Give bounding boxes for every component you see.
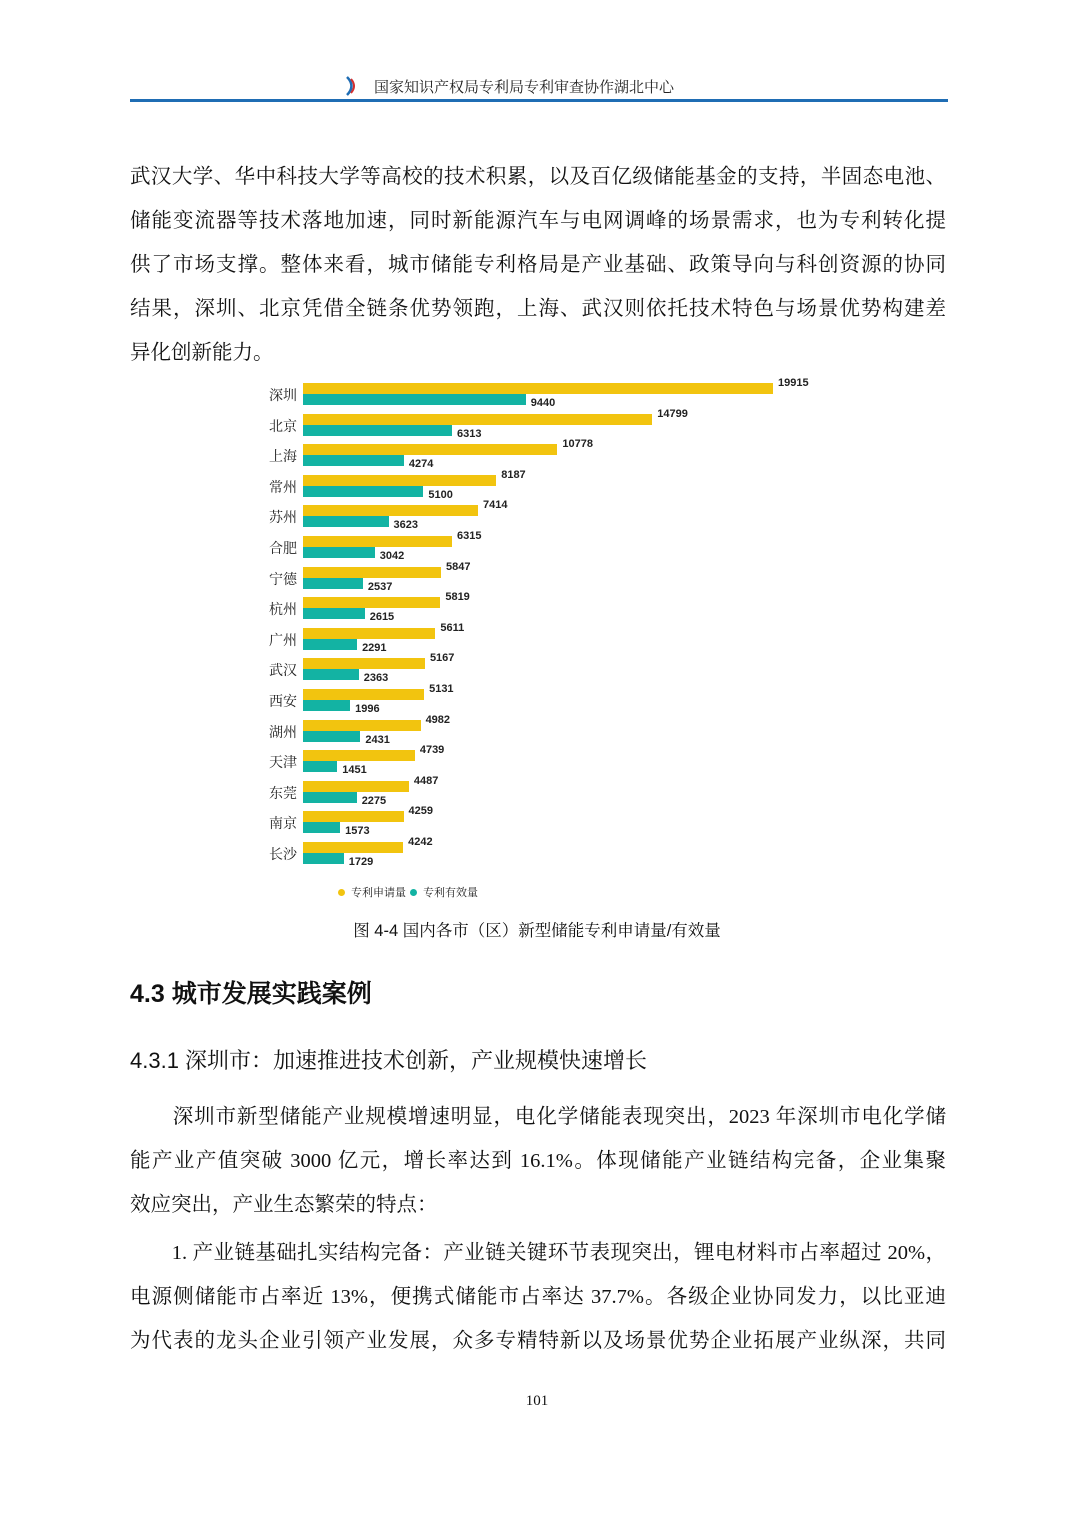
bar-applications bbox=[303, 689, 424, 700]
data-label: 5100 bbox=[428, 489, 452, 501]
bar-applications bbox=[303, 781, 409, 792]
bar-valid bbox=[303, 516, 389, 527]
data-label: 3623 bbox=[394, 519, 418, 531]
data-label: 8187 bbox=[501, 469, 525, 481]
bar-applications bbox=[303, 811, 404, 822]
bar-valid bbox=[303, 822, 340, 833]
bar-valid bbox=[303, 853, 344, 864]
bar-applications bbox=[303, 658, 425, 669]
category-label: 合肥 bbox=[250, 538, 297, 558]
category-label: 常州 bbox=[250, 477, 297, 497]
data-label: 6313 bbox=[457, 428, 481, 440]
category-label: 宁德 bbox=[250, 569, 297, 589]
bar-applications bbox=[303, 444, 557, 455]
category-label: 东莞 bbox=[250, 783, 297, 803]
category-label: 广州 bbox=[250, 630, 297, 650]
bar-valid bbox=[303, 669, 359, 680]
bar-applications bbox=[303, 536, 452, 547]
header-title: 国家知识产权局专利局专利审查协作湖北中心 bbox=[374, 76, 674, 97]
data-label: 3042 bbox=[380, 550, 404, 562]
bar-valid bbox=[303, 761, 337, 772]
data-label: 5131 bbox=[429, 683, 453, 695]
bar-valid bbox=[303, 547, 375, 558]
text-line: 供了市场支撑。整体来看，城市储能专利格局是产业基础、政策导向与科创资源的协同 bbox=[130, 243, 946, 287]
text-line: 深圳市新型储能产业规模增速明显，电化学储能表现突出，2023 年深圳市电化学储 bbox=[130, 1095, 946, 1139]
data-label: 7414 bbox=[483, 499, 507, 511]
bar-valid bbox=[303, 731, 360, 742]
data-label: 4487 bbox=[414, 775, 438, 787]
bar-applications bbox=[303, 750, 415, 761]
data-label: 2291 bbox=[362, 642, 386, 654]
data-label: 4982 bbox=[426, 714, 450, 726]
data-label: 4274 bbox=[409, 458, 433, 470]
bar-valid bbox=[303, 608, 365, 619]
data-label: 2275 bbox=[362, 795, 386, 807]
data-label: 14799 bbox=[657, 408, 688, 420]
category-label: 长沙 bbox=[250, 844, 297, 864]
bar-valid bbox=[303, 455, 404, 466]
bar-applications bbox=[303, 628, 435, 639]
bar-valid bbox=[303, 425, 452, 436]
paragraph-2 bbox=[130, 1095, 946, 1227]
category-label: 天津 bbox=[250, 752, 297, 772]
text-line: 电源侧储能市占率近 13%，便携式储能市占率达 37.7%。各级企业协同发力，以比亚迪 bbox=[130, 1275, 946, 1319]
text-line: 结果，深圳、北京凭借全链条优势领跑，上海、武汉则依托技术特色与场景优势构建差 bbox=[130, 287, 946, 331]
bar-valid bbox=[303, 394, 526, 405]
text-line: 储能变流器等技术落地加速，同时新能源汽车与电网调峰的场景需求，也为专利转化提 bbox=[130, 199, 946, 243]
page-number: 101 bbox=[0, 1393, 1074, 1410]
data-label: 5167 bbox=[430, 652, 454, 664]
text-line: 武汉大学、华中科技大学等高校的技术积累，以及百亿级储能基金的支持，半固态电池、 bbox=[130, 155, 946, 199]
category-label: 南京 bbox=[250, 813, 297, 833]
bar-applications bbox=[303, 567, 441, 578]
data-label: 1729 bbox=[349, 856, 373, 868]
data-label: 5819 bbox=[445, 591, 469, 603]
data-label: 1451 bbox=[342, 764, 366, 776]
data-label: 2537 bbox=[368, 581, 392, 593]
data-label: 5847 bbox=[446, 561, 470, 573]
patent-bar-chart bbox=[250, 378, 850, 908]
category-label: 苏州 bbox=[250, 507, 297, 527]
legend-label-valid: 专利有效量 bbox=[423, 884, 478, 900]
paragraph-1 bbox=[130, 155, 946, 375]
page-header bbox=[130, 74, 948, 102]
bar-valid bbox=[303, 700, 350, 711]
bar-applications bbox=[303, 414, 652, 425]
data-label: 2431 bbox=[365, 734, 389, 746]
bar-valid bbox=[303, 578, 363, 589]
text-line: 1. 产业链基础扎实结构完备：产业链关键环节表现突出，锂电材料市占率超过 20%， bbox=[130, 1231, 946, 1275]
data-label: 19915 bbox=[778, 377, 809, 389]
data-label: 4242 bbox=[408, 836, 432, 848]
data-label: 2363 bbox=[364, 672, 388, 684]
text-line: 为代表的龙头企业引领产业发展，众多专精特新以及场景优势企业拓展产业纵深，共同 bbox=[130, 1319, 946, 1363]
data-label: 2615 bbox=[370, 611, 394, 623]
category-label: 武汉 bbox=[250, 660, 297, 680]
category-label: 西安 bbox=[250, 691, 297, 711]
bar-applications bbox=[303, 475, 496, 486]
bar-applications bbox=[303, 505, 478, 516]
category-label: 上海 bbox=[250, 446, 297, 466]
logo-icon bbox=[344, 76, 358, 96]
data-label: 5611 bbox=[440, 622, 464, 634]
section-heading: 4.3 城市发展实践案例 bbox=[130, 974, 372, 1010]
data-label: 4259 bbox=[409, 805, 433, 817]
data-label: 10778 bbox=[562, 438, 593, 450]
legend-label-applications: 专利申请量 bbox=[351, 884, 406, 900]
data-label: 6315 bbox=[457, 530, 481, 542]
text-line: 异化创新能力。 bbox=[130, 331, 946, 375]
chart-legend bbox=[338, 884, 478, 900]
bar-applications bbox=[303, 383, 773, 394]
figure-caption: 图 4-4 国内各市（区）新型储能专利申请量/有效量 bbox=[0, 917, 1074, 941]
text-line: 能产业产值突破 3000 亿元，增长率达到 16.1%。体现储能产业链结构完备，企业集聚 bbox=[130, 1139, 946, 1183]
bar-valid bbox=[303, 792, 357, 803]
category-label: 深圳 bbox=[250, 385, 297, 405]
category-label: 湖州 bbox=[250, 722, 297, 742]
data-label: 9440 bbox=[531, 397, 555, 409]
category-label: 北京 bbox=[250, 416, 297, 436]
bar-valid bbox=[303, 639, 357, 650]
legend-marker-applications bbox=[338, 889, 345, 896]
header-divider bbox=[130, 99, 948, 102]
data-label: 4739 bbox=[420, 744, 444, 756]
bar-applications bbox=[303, 720, 421, 731]
bar-applications bbox=[303, 597, 440, 608]
text-line: 效应突出，产业生态繁荣的特点： bbox=[130, 1183, 946, 1227]
legend-marker-valid bbox=[410, 889, 417, 896]
bar-valid bbox=[303, 486, 423, 497]
subsection-heading: 4.3.1 深圳市：加速推进技术创新，产业规模快速增长 bbox=[130, 1044, 647, 1075]
paragraph-3 bbox=[130, 1231, 946, 1363]
category-label: 杭州 bbox=[250, 599, 297, 619]
data-label: 1573 bbox=[345, 825, 369, 837]
bar-applications bbox=[303, 842, 403, 853]
data-label: 1996 bbox=[355, 703, 379, 715]
